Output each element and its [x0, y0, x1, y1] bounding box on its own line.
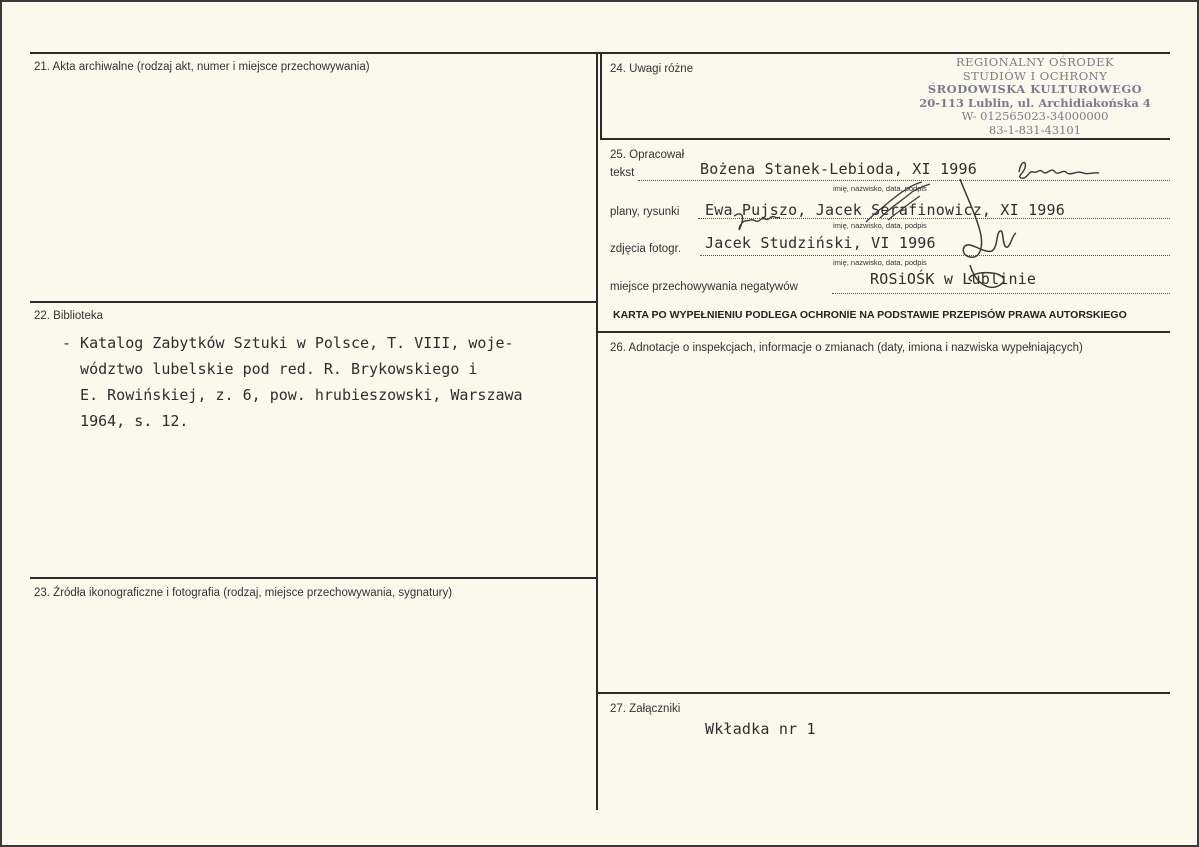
zdjecia-label: zdjęcia fotogr. [610, 243, 681, 255]
right-column-left-edge [600, 52, 602, 138]
section-27-label: 27. Załączniki [610, 703, 681, 715]
plany-caption: imię, nazwisko, data, podpis [833, 221, 927, 230]
zalaczniki-value: Wkładka nr 1 [705, 720, 816, 738]
divider-26-27 [598, 692, 1170, 694]
divider-25-26 [598, 331, 1170, 333]
stamp-line: REGIONALNY OŚRODEK [955, 55, 1115, 69]
bibliography-line: - Katalog Zabytków Sztuki w Polsce, T. VIII, woje- [62, 334, 514, 352]
stamp-line: STUDIÓW I OCHRONY [962, 68, 1108, 83]
institution-stamp [905, 56, 1165, 137]
tekst-label: tekst [610, 167, 635, 179]
bibliography-line: 1964, s. 12. [62, 412, 189, 430]
divider-22-23 [30, 577, 596, 579]
section-24-label: 24. Uwagi różne [610, 63, 694, 75]
negatywy-value: ROSiOŚK w Lublinie [870, 270, 1037, 288]
negatywy-label: miejsce przechowywania negatywów [610, 281, 798, 293]
signature-serafinowicz [860, 178, 940, 228]
plany-value: Ewa Pujszo, Jacek Serafinowicz, XI 1996 [705, 201, 1065, 219]
bibliography-line: E. Rowińskiej, z. 6, pow. hrubieszowski, Warszawa [62, 386, 523, 404]
tekst-caption: imię, nazwisko, data, podpis [833, 184, 927, 193]
section-22-label: 22. Biblioteka [34, 310, 104, 322]
zdjecia-caption: imię, nazwisko, data, podpis [833, 258, 927, 267]
stamp-line: 83-1-831-43101 [988, 122, 1082, 137]
zdjecia-dotted-line [700, 255, 1170, 256]
section-23-label: 23. Źródła ikonograficzne i fotografia (rodzaj, miejsce przechowywania, sygnatury) [34, 587, 453, 599]
section-25-label: 25. Opracował [610, 149, 685, 161]
stamp-line: 20-113 Lublin, ul. Archidiakońska 4 [919, 95, 1151, 110]
signature-pujszo [730, 208, 820, 238]
bibliography-line: wództwo lubelskie pod red. R. Brykowskiego i [62, 360, 478, 378]
stamp-line: W- 012565023-34000000 [961, 109, 1109, 123]
center-divider [596, 52, 598, 810]
zdjecia-value: Jacek Studziński, VI 1996 [705, 234, 936, 252]
section-26-label: 26. Adnotacje o inspekcjach, informacje o zmianach (daty, imiona i nazwiska wypełniających) [610, 342, 1083, 354]
divider-24-25 [600, 138, 1170, 140]
divider-21-22 [30, 301, 596, 303]
copyright-notice: KARTA PO WYPEŁNIENIU PODLEGA OCHRONIE NA PODSTAWIE PRZEPISÓW PRAWA AUTORSKIEGO [613, 309, 1127, 321]
signature-studzinski [940, 175, 1030, 295]
bibliography-entry [62, 330, 523, 434]
tekst-value: Bożena Stanek-Lebioda, XI 1996 [700, 160, 977, 178]
plany-label: plany, rysunki [610, 206, 680, 218]
section-21-label: 21. Akta archiwalne (rodzaj akt, numer i miejsce przechowywania) [34, 61, 370, 73]
stamp-line: ŚRODOWISKA KULTUROWEGO [927, 82, 1143, 96]
